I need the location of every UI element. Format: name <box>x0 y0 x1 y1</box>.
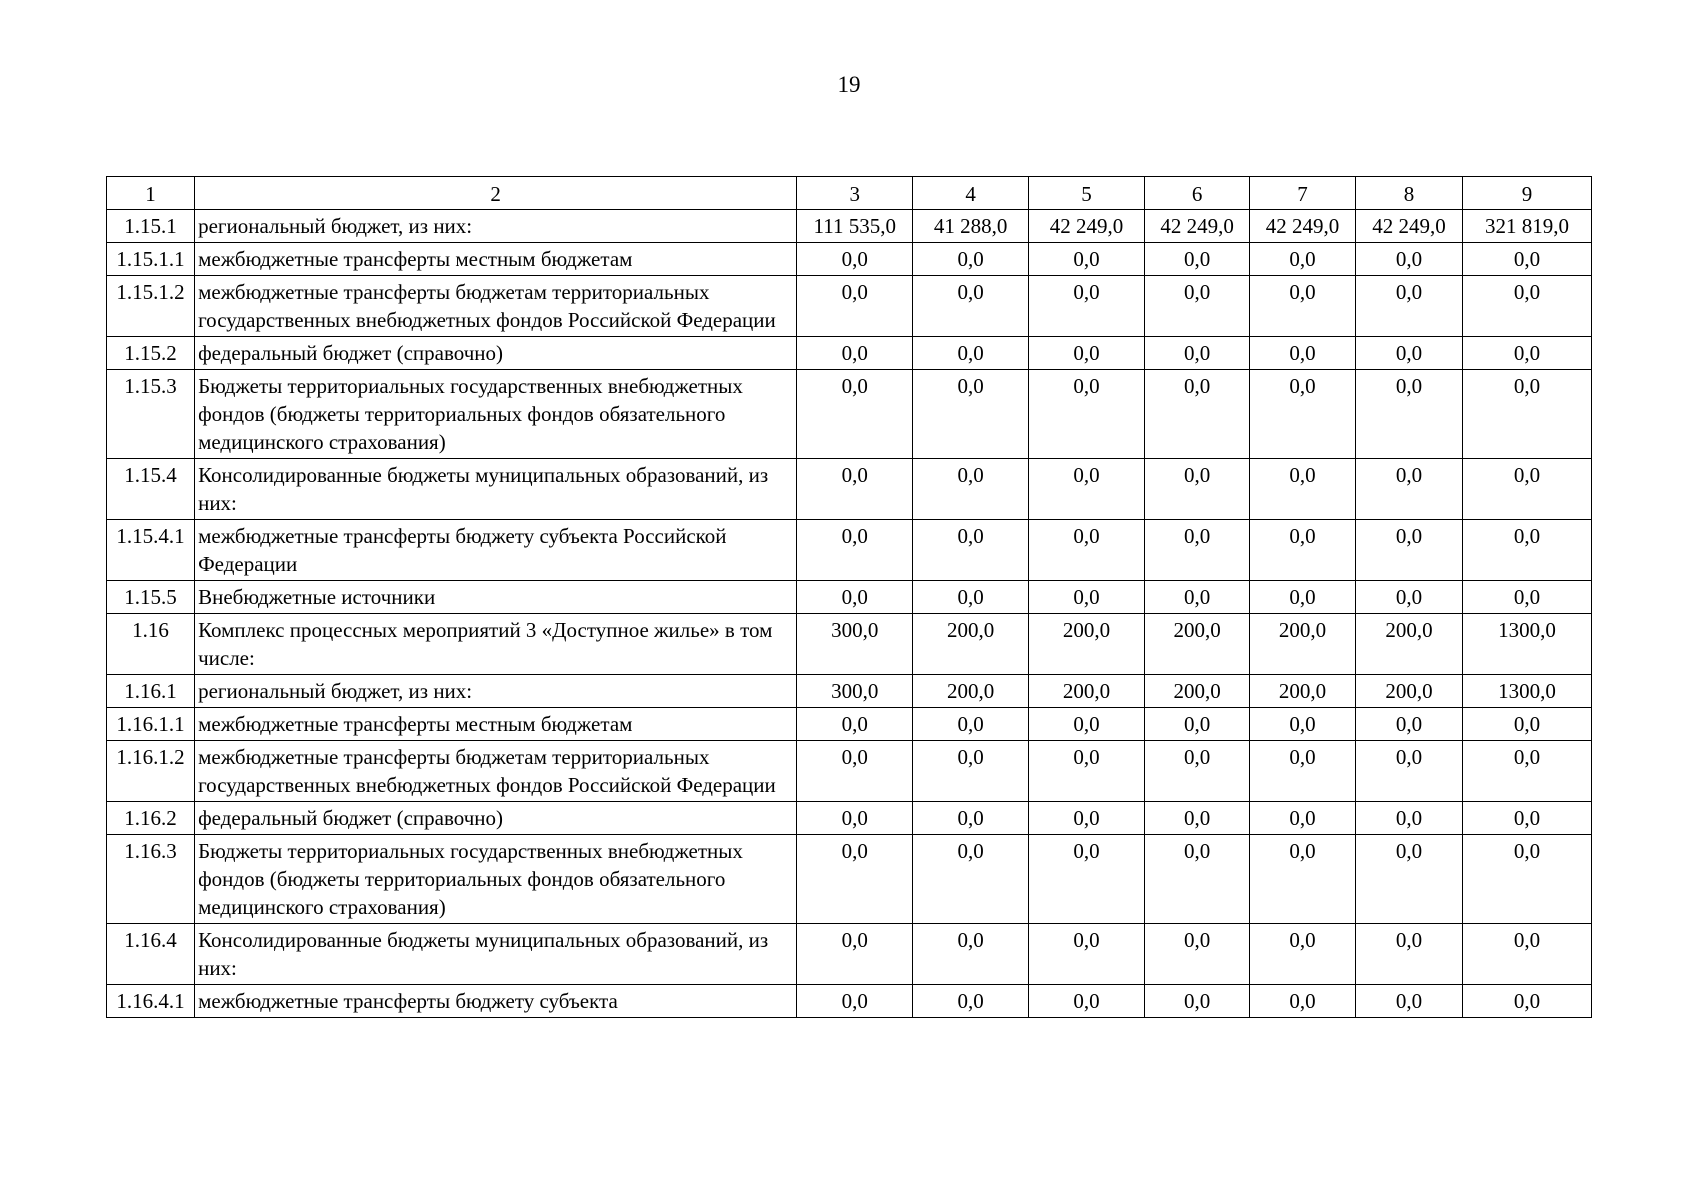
row-value: 0,0 <box>1462 802 1591 835</box>
row-value: 0,0 <box>1028 802 1144 835</box>
row-value: 0,0 <box>913 337 1028 370</box>
row-value: 0,0 <box>797 581 913 614</box>
row-code: 1.15.4.1 <box>107 520 195 581</box>
table-row <box>107 210 1592 243</box>
row-value: 0,0 <box>1250 985 1356 1018</box>
row-value: 0,0 <box>1250 708 1356 741</box>
header-cell: 4 <box>913 177 1028 210</box>
row-name: региональный бюджет, из них: <box>195 675 797 708</box>
row-value: 0,0 <box>1462 835 1591 924</box>
row-value: 0,0 <box>1145 802 1250 835</box>
row-value: 0,0 <box>1250 520 1356 581</box>
row-value: 0,0 <box>913 741 1028 802</box>
row-value: 0,0 <box>1355 337 1462 370</box>
row-value: 200,0 <box>1250 675 1356 708</box>
row-value: 0,0 <box>913 985 1028 1018</box>
table-row <box>107 243 1592 276</box>
row-value: 0,0 <box>1145 708 1250 741</box>
row-code: 1.16.3 <box>107 835 195 924</box>
row-code: 1.16.1.1 <box>107 708 195 741</box>
header-cell: 2 <box>195 177 797 210</box>
row-value: 0,0 <box>797 985 913 1018</box>
row-value: 0,0 <box>1250 581 1356 614</box>
row-name: межбюджетные трансферты местным бюджетам <box>195 708 797 741</box>
row-value: 0,0 <box>1462 370 1591 459</box>
row-value: 0,0 <box>1462 276 1591 337</box>
row-value: 300,0 <box>797 675 913 708</box>
row-value: 0,0 <box>1355 708 1462 741</box>
row-code: 1.15.4 <box>107 459 195 520</box>
row-value: 0,0 <box>1462 741 1591 802</box>
row-value: 200,0 <box>1250 614 1356 675</box>
row-value: 0,0 <box>1250 459 1356 520</box>
row-value: 200,0 <box>1145 675 1250 708</box>
row-value: 200,0 <box>1355 675 1462 708</box>
row-value: 0,0 <box>1250 741 1356 802</box>
row-name: Бюджеты территориальных государственных внебюджетных фондов (бюджеты территориальных фондов обязательного медицинского страхования) <box>195 835 797 924</box>
row-code: 1.16 <box>107 614 195 675</box>
row-value: 0,0 <box>913 802 1028 835</box>
row-name: Бюджеты территориальных государственных внебюджетных фондов (бюджеты территориальных фондов обязательного медицинского страхования) <box>195 370 797 459</box>
row-code: 1.16.1.2 <box>107 741 195 802</box>
header-cell: 1 <box>107 177 195 210</box>
row-name: федеральный бюджет (справочно) <box>195 337 797 370</box>
row-value: 0,0 <box>1355 741 1462 802</box>
row-value: 0,0 <box>913 520 1028 581</box>
row-value: 0,0 <box>1462 337 1591 370</box>
row-value: 1300,0 <box>1462 675 1591 708</box>
row-value: 0,0 <box>1250 835 1356 924</box>
row-value: 0,0 <box>1145 985 1250 1018</box>
row-value: 42 249,0 <box>1250 210 1356 243</box>
row-value: 0,0 <box>797 520 913 581</box>
table-row <box>107 370 1592 459</box>
table-row <box>107 276 1592 337</box>
row-value: 0,0 <box>797 243 913 276</box>
row-code: 1.15.1.2 <box>107 276 195 337</box>
table-row <box>107 337 1592 370</box>
row-value: 0,0 <box>1145 520 1250 581</box>
row-code: 1.15.1.1 <box>107 243 195 276</box>
header-cell: 9 <box>1462 177 1591 210</box>
row-code: 1.15.3 <box>107 370 195 459</box>
row-value: 0,0 <box>1028 459 1144 520</box>
row-value: 0,0 <box>797 276 913 337</box>
row-name: Комплекс процессных мероприятий 3 «Доступное жилье» в том числе: <box>195 614 797 675</box>
row-value: 0,0 <box>1355 924 1462 985</box>
row-value: 0,0 <box>913 924 1028 985</box>
row-value: 0,0 <box>1355 835 1462 924</box>
row-value: 0,0 <box>1145 276 1250 337</box>
row-value: 0,0 <box>1028 581 1144 614</box>
row-name: Внебюджетные источники <box>195 581 797 614</box>
row-value: 0,0 <box>1250 370 1356 459</box>
row-value: 0,0 <box>1250 337 1356 370</box>
row-value: 0,0 <box>913 459 1028 520</box>
row-name: межбюджетные трансферты бюджету субъекта Российской Федерации <box>195 520 797 581</box>
table-row <box>107 924 1592 985</box>
row-value: 0,0 <box>1028 835 1144 924</box>
row-value: 42 249,0 <box>1028 210 1144 243</box>
row-name: межбюджетные трансферты бюджетам территориальных государственных внебюджетных фондов Российской Федерации <box>195 741 797 802</box>
row-value: 0,0 <box>1028 520 1144 581</box>
row-value: 200,0 <box>913 614 1028 675</box>
row-code: 1.15.2 <box>107 337 195 370</box>
table-row <box>107 614 1592 675</box>
row-value: 0,0 <box>913 243 1028 276</box>
row-value: 0,0 <box>1028 243 1144 276</box>
row-value: 321 819,0 <box>1462 210 1591 243</box>
row-name: межбюджетные трансферты бюджету субъекта <box>195 985 797 1018</box>
row-value: 0,0 <box>797 708 913 741</box>
row-code: 1.16.4 <box>107 924 195 985</box>
row-value: 0,0 <box>797 802 913 835</box>
row-value: 41 288,0 <box>913 210 1028 243</box>
row-value: 0,0 <box>913 370 1028 459</box>
row-value: 0,0 <box>913 581 1028 614</box>
row-value: 0,0 <box>1250 276 1356 337</box>
row-value: 0,0 <box>1462 708 1591 741</box>
row-value: 0,0 <box>1145 243 1250 276</box>
page-number: 19 <box>837 72 861 97</box>
row-value: 0,0 <box>1145 835 1250 924</box>
row-value: 0,0 <box>797 459 913 520</box>
row-name: межбюджетные трансферты бюджетам территориальных государственных внебюджетных фондов Российской Федерации <box>195 276 797 337</box>
row-value: 200,0 <box>1355 614 1462 675</box>
row-name: региональный бюджет, из них: <box>195 210 797 243</box>
row-value: 0,0 <box>1462 985 1591 1018</box>
row-value: 0,0 <box>1355 581 1462 614</box>
row-value: 0,0 <box>1028 276 1144 337</box>
row-value: 300,0 <box>797 614 913 675</box>
row-value: 0,0 <box>1462 581 1591 614</box>
table-row <box>107 459 1592 520</box>
row-value: 0,0 <box>797 370 913 459</box>
row-value: 1300,0 <box>1462 614 1591 675</box>
header-cell: 7 <box>1250 177 1356 210</box>
row-value: 0,0 <box>1145 924 1250 985</box>
row-value: 0,0 <box>1145 370 1250 459</box>
row-code: 1.16.4.1 <box>107 985 195 1018</box>
row-value: 0,0 <box>1250 924 1356 985</box>
row-value: 0,0 <box>797 835 913 924</box>
header-cell: 3 <box>797 177 913 210</box>
row-value: 0,0 <box>1355 276 1462 337</box>
row-value: 0,0 <box>797 337 913 370</box>
table-row <box>107 581 1592 614</box>
table-row <box>107 835 1592 924</box>
row-value: 0,0 <box>1355 243 1462 276</box>
row-value: 0,0 <box>1250 243 1356 276</box>
header-cell: 6 <box>1145 177 1250 210</box>
budget-table <box>106 176 1592 1018</box>
row-value: 0,0 <box>1355 985 1462 1018</box>
table-body <box>107 210 1592 1018</box>
row-code: 1.15.5 <box>107 581 195 614</box>
row-name: Консолидированные бюджеты муниципальных образований, из них: <box>195 924 797 985</box>
table-row <box>107 708 1592 741</box>
row-value: 0,0 <box>1028 985 1144 1018</box>
row-value: 0,0 <box>1028 924 1144 985</box>
row-value: 0,0 <box>1145 337 1250 370</box>
row-code: 1.16.2 <box>107 802 195 835</box>
row-value: 200,0 <box>1028 675 1144 708</box>
row-value: 200,0 <box>913 675 1028 708</box>
row-value: 0,0 <box>1028 708 1144 741</box>
row-value: 0,0 <box>913 708 1028 741</box>
row-value: 0,0 <box>913 276 1028 337</box>
row-value: 0,0 <box>1462 520 1591 581</box>
row-value: 0,0 <box>797 924 913 985</box>
row-value: 0,0 <box>1028 741 1144 802</box>
row-value: 0,0 <box>1145 459 1250 520</box>
row-value: 0,0 <box>1028 337 1144 370</box>
table-row <box>107 520 1592 581</box>
row-value: 0,0 <box>797 741 913 802</box>
row-code: 1.15.1 <box>107 210 195 243</box>
row-value: 0,0 <box>1250 802 1356 835</box>
row-name: межбюджетные трансферты местным бюджетам <box>195 243 797 276</box>
row-value: 42 249,0 <box>1145 210 1250 243</box>
table-row <box>107 985 1592 1018</box>
row-value: 0,0 <box>913 835 1028 924</box>
row-value: 0,0 <box>1462 459 1591 520</box>
row-value: 0,0 <box>1355 370 1462 459</box>
row-value: 0,0 <box>1462 924 1591 985</box>
table-row <box>107 741 1592 802</box>
row-value: 0,0 <box>1355 520 1462 581</box>
row-value: 0,0 <box>1145 741 1250 802</box>
row-value: 0,0 <box>1028 370 1144 459</box>
row-value: 42 249,0 <box>1355 210 1462 243</box>
table-row <box>107 675 1592 708</box>
row-value: 0,0 <box>1355 459 1462 520</box>
header-row <box>107 177 1592 210</box>
row-code: 1.16.1 <box>107 675 195 708</box>
header-cell: 8 <box>1355 177 1462 210</box>
row-value: 0,0 <box>1462 243 1591 276</box>
header-cell: 5 <box>1028 177 1144 210</box>
row-value: 0,0 <box>1145 581 1250 614</box>
row-value: 200,0 <box>1145 614 1250 675</box>
row-value: 0,0 <box>1355 802 1462 835</box>
row-name: федеральный бюджет (справочно) <box>195 802 797 835</box>
row-value: 200,0 <box>1028 614 1144 675</box>
row-value: 111 535,0 <box>797 210 913 243</box>
table-row <box>107 802 1592 835</box>
row-name: Консолидированные бюджеты муниципальных образований, из них: <box>195 459 797 520</box>
